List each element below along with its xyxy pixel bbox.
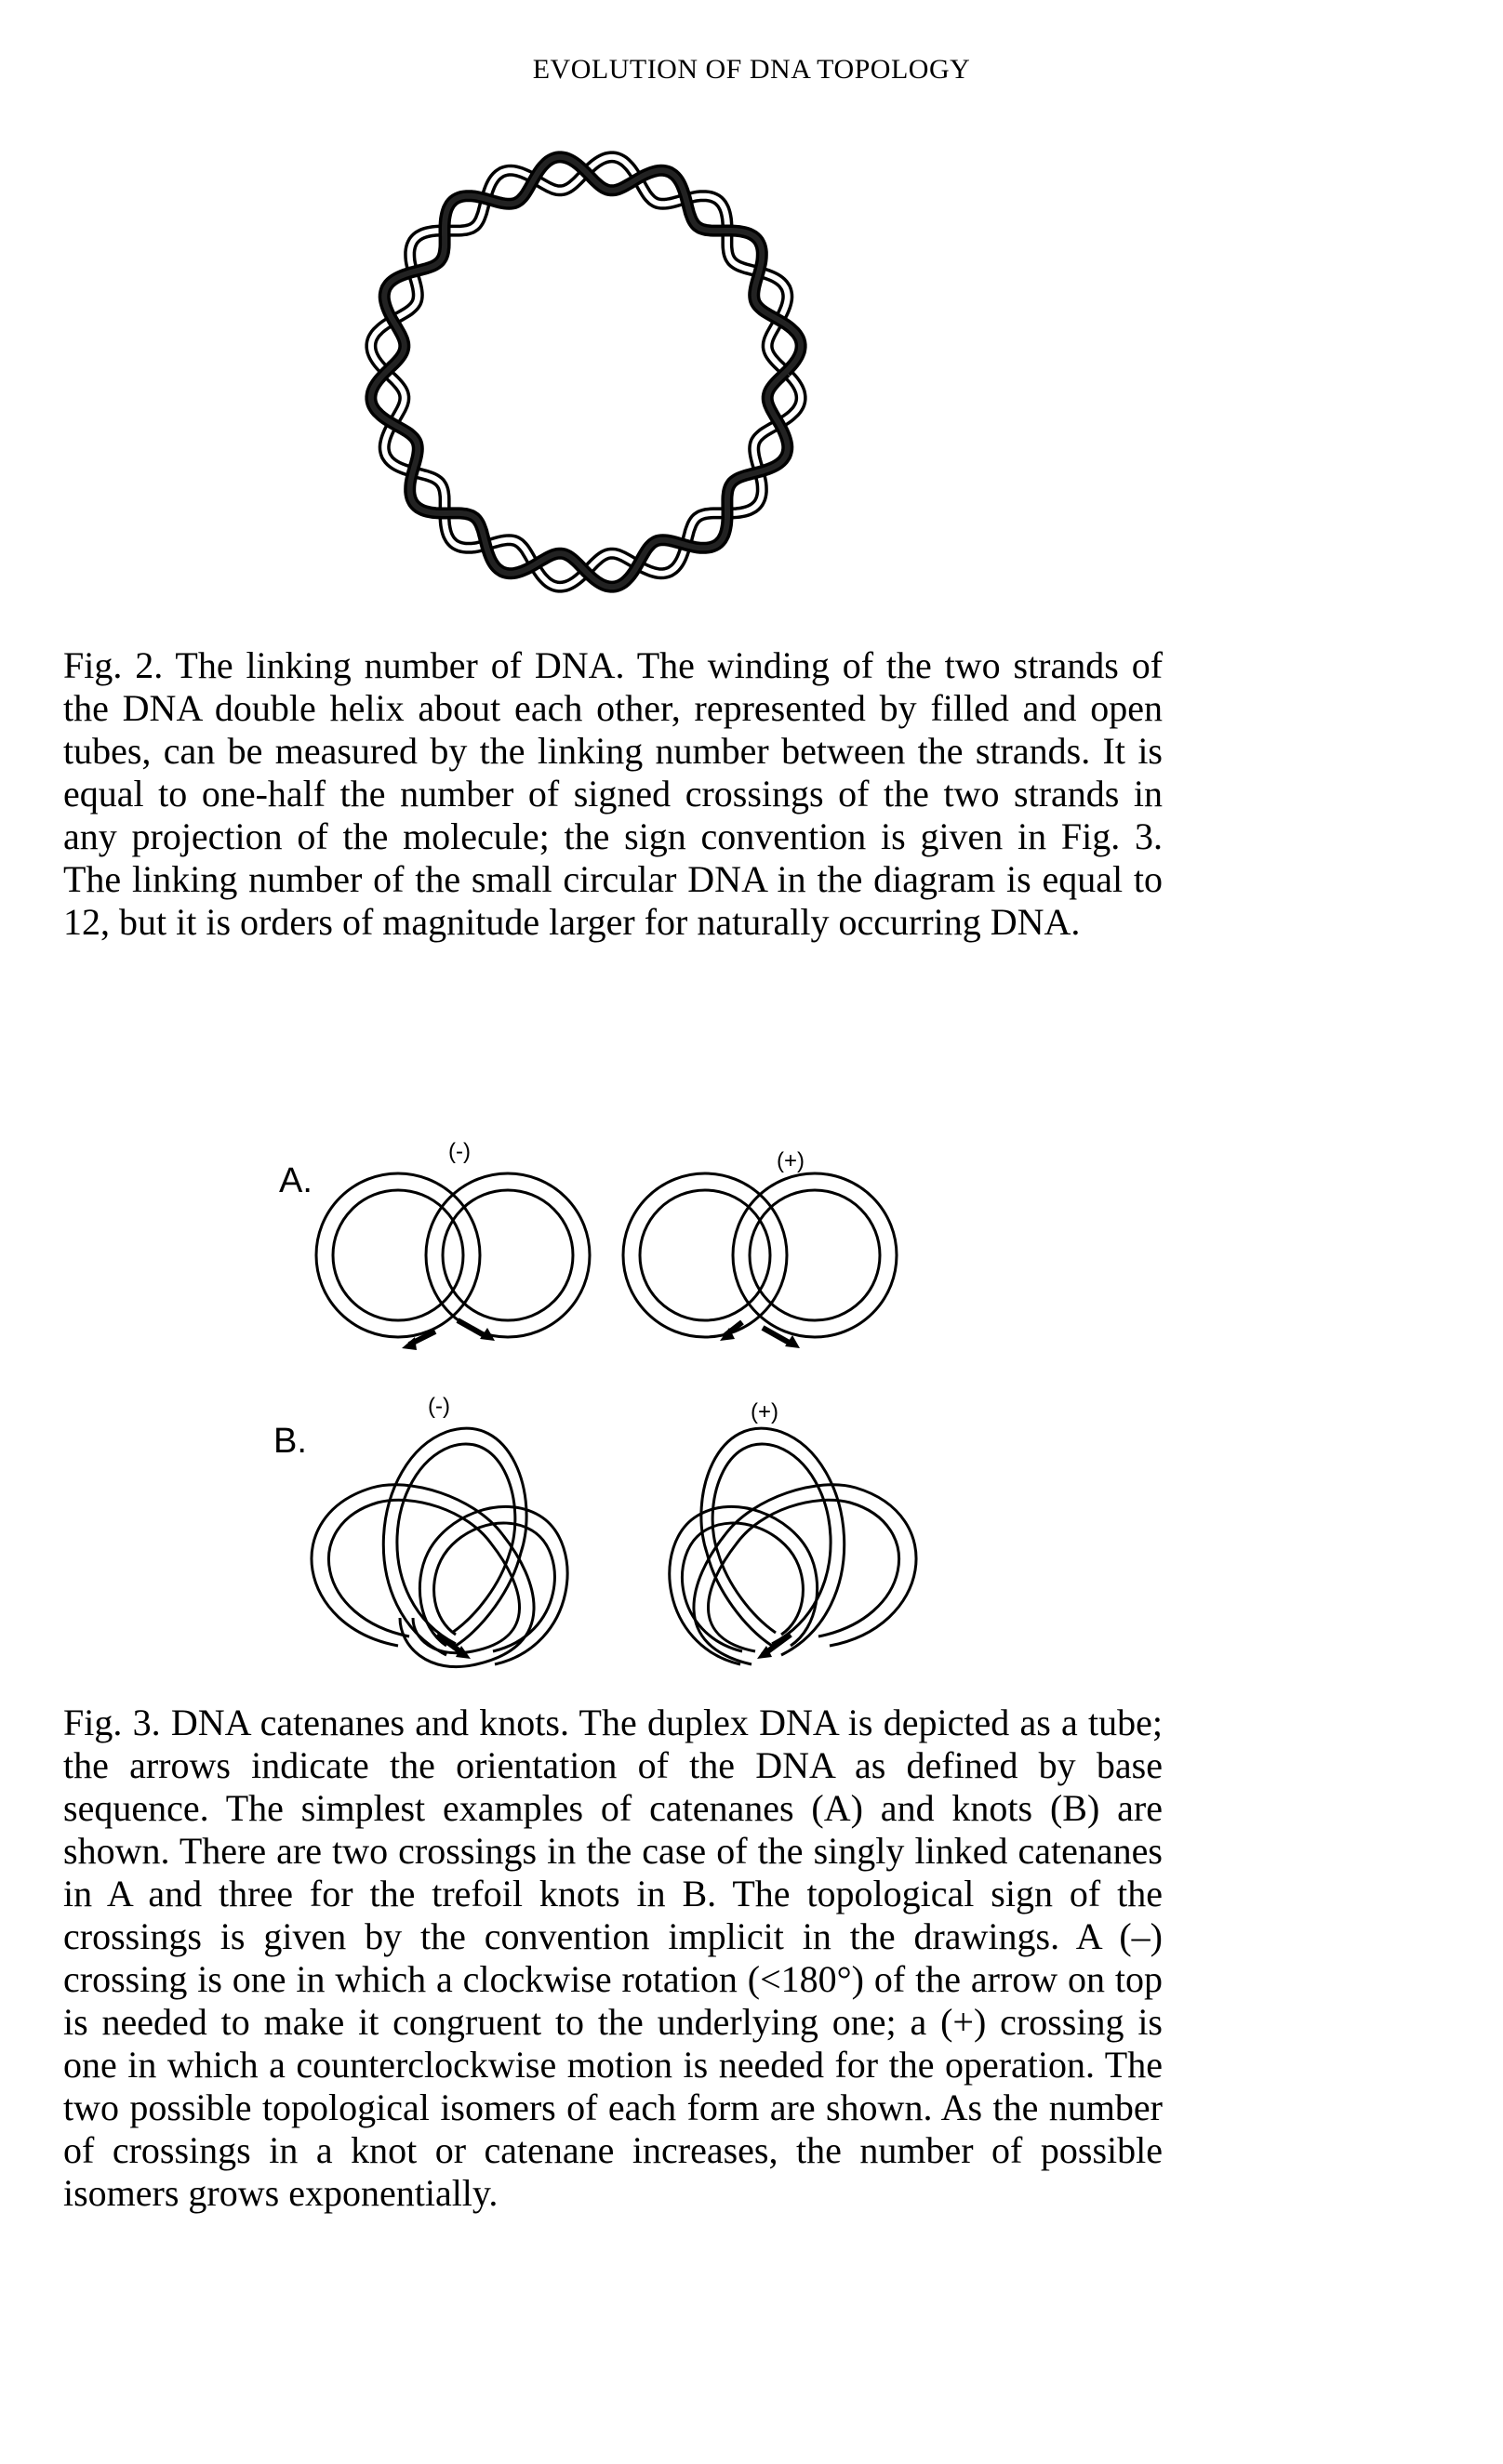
panel-a-left-sign: (-) xyxy=(448,1139,471,1164)
dna-strand-filled xyxy=(371,157,801,587)
fig2-caption xyxy=(63,644,1163,944)
fig2-circular-dna-illustration xyxy=(344,130,828,614)
running-title: EVOLUTION OF DNA TOPOLOGY xyxy=(532,54,971,85)
trefoil-knot-negative xyxy=(312,1428,567,1666)
fig2-label: Fig. 2. xyxy=(63,644,164,686)
fig3-label: Fig. 3. xyxy=(63,1702,161,1743)
catenane-positive xyxy=(623,1173,897,1348)
catenane-negative xyxy=(316,1173,590,1350)
panel-b-right-sign: (+) xyxy=(751,1399,778,1424)
panel-a-label: A. xyxy=(279,1161,313,1200)
fig2-caption-text: The linking number of DNA. The winding of the two strands of the DNA double helix about each other, represented by filled and open tubes, can be measured by the linking number between the strands. It is equal to one-half the number of signed crossings of the two strands in any projection of the molecule; the sign convention is given in Fig. 3. The linking number of the small circular DNA in the diagram is equal to 12, but it is orders of magnitude larger for naturally occurring DNA. xyxy=(63,644,1164,943)
panel-b-left-sign: (-) xyxy=(428,1394,450,1419)
fig3-caption-text: DNA catenanes and knots. The duplex DNA is depicted as a tube; the arrows indicate the orientation of the DNA as defined by base sequence. The simplest examples of catenanes (A) and knots (B) are shown. There are two crossings in the case of the singly linked catenanes in A and three for the trefoil knots in B. The topological sign of the crossings is given by the convention implicit in the drawings. A (–) crossing is one in which a clockwise rotation (<180°) of the arrow on top is needed to make it congruent to the underlying one; a (+) crossing is one in which a counterclockwise motion is needed for the operation. The two possible topological isomers of each form are shown. As the number of crossings in a knot or catenane increases, the number of possible isomers grows exponentially. xyxy=(63,1702,1164,2214)
fig3-caption xyxy=(63,1702,1163,2215)
dna-strand-open xyxy=(371,157,801,587)
panel-b-label: B. xyxy=(273,1422,307,1461)
fig3-catenanes-knots-illustration xyxy=(260,1125,967,1702)
panel-a-right-sign: (+) xyxy=(777,1148,805,1173)
trefoil-knot-positive xyxy=(670,1428,916,1664)
